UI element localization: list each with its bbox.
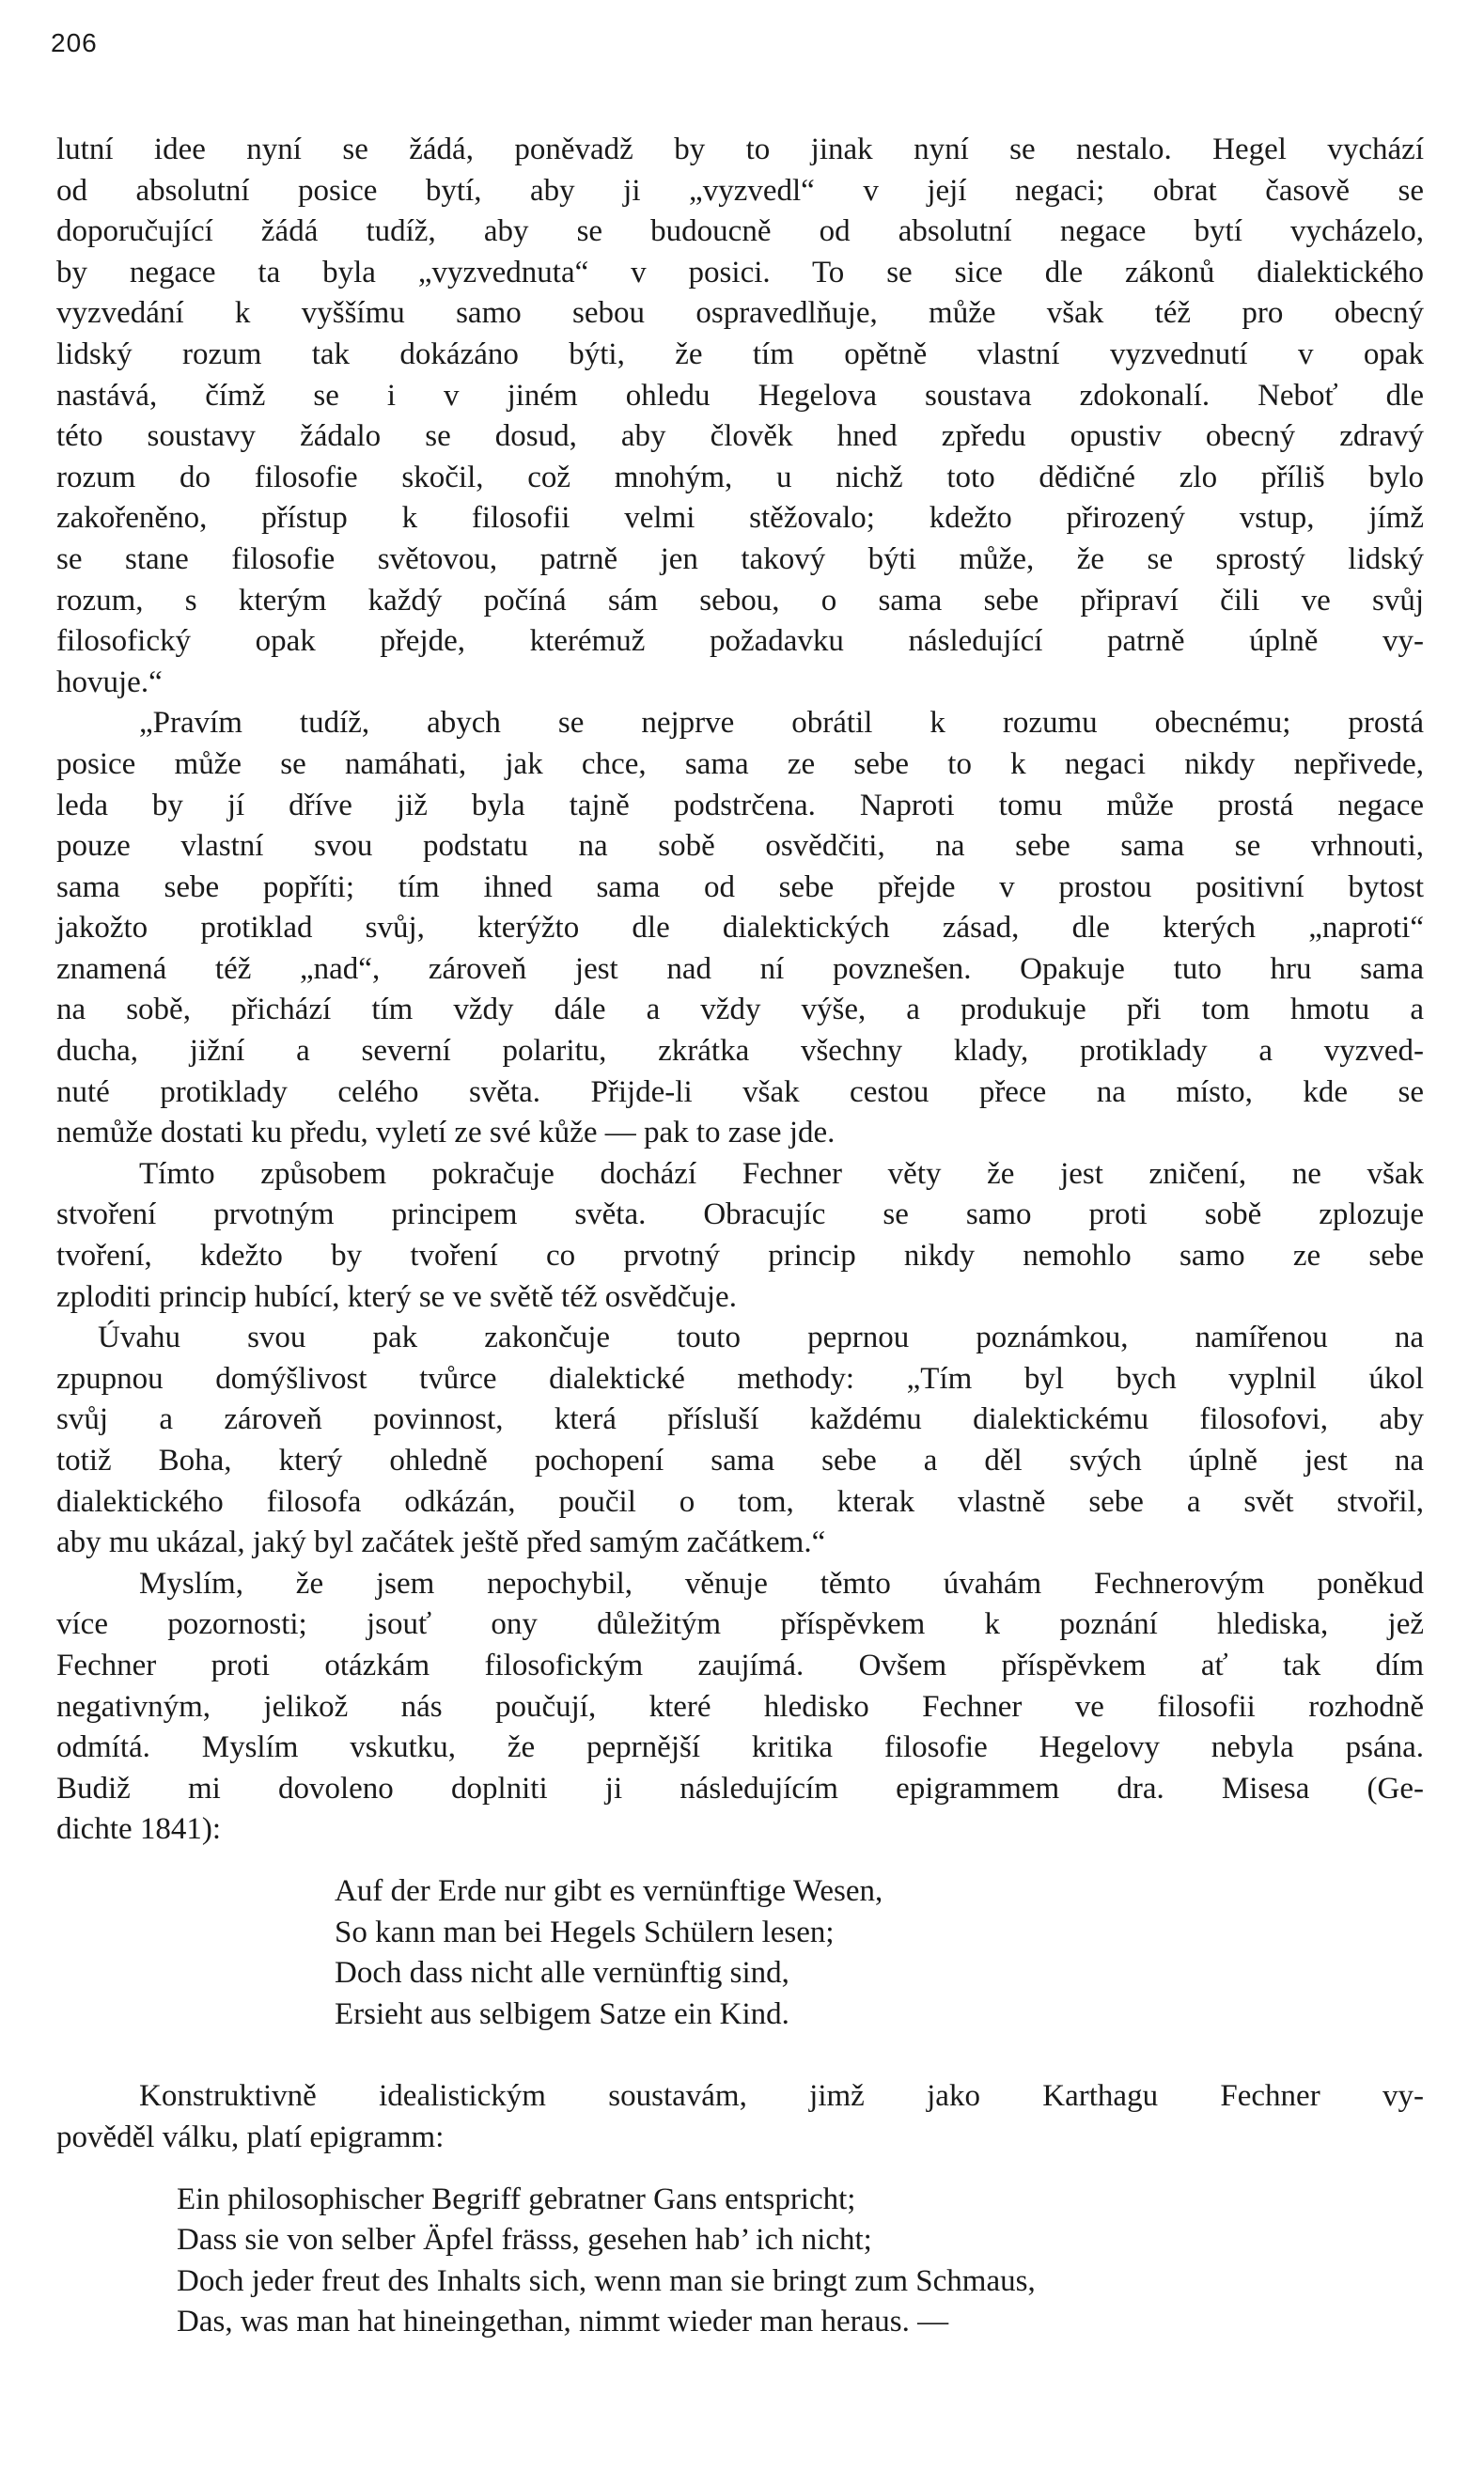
poem-line: Doch dass nicht alle vernünftig sind, [335,1956,789,1991]
poem-line: Dass sie von selber Äpfel frässs, gesehen hab’ ich nicht; [177,2223,872,2258]
paragraph-4 [56,1318,1424,1564]
epigram-gans [56,2180,1424,2343]
poem-line: Ein philosophischer Begriff gebratner Gans entspricht; [177,2182,856,2216]
text-line: lidský rozum tak dokázáno býti, že tím opětně vlastní vyzvednutí v opak [56,336,1424,371]
text-line: leda by jí dříve již byla tajně podstrčena. Naproti tomu může prostá negace [56,788,1424,822]
page-number: 206 [51,28,98,57]
text-line: dichte 1841): [56,1812,222,1847]
text-line: posice může se namáhati, jak chce, sama ze sebe to k negaci nikdy nepřivede, [56,746,1424,781]
text-line: hovuje.“ [56,665,163,699]
text-line: znamená též „nad“, zároveň jest nad ní povznešen. Opakuje tuto hru sama [56,951,1424,986]
paragraph-1 [56,130,1424,703]
poem-line: Das, was man hat hineingethan, nimmt wieder man heraus. — [177,2305,949,2339]
poem-line: Doch jeder freut des Inhalts sich, wenn man sie bringt zum Schmaus, [177,2263,1036,2298]
text-line: sama sebe popříti; tím ihned sama od sebe přejde v prostou positivní bytost [56,869,1424,904]
text-line: nemůže dostati ku předu, vyletí ze své kůže — pak to zase jde. [56,1116,836,1150]
text-line: „Pravím tudíž, abych se nejprve obrátil k rozumu obecnému; prostá [139,706,1424,741]
poem-line: Auf der Erde nur gibt es vernünftige Wesen, [335,1873,883,1908]
text-line: zakořeněno, přístup k filosofii velmi stěžovalo; kdežto přirozený vstup, jímž [56,501,1424,536]
paragraph-3 [56,1154,1424,1318]
text-line: tvoření, kdežto by tvoření co prvotný princip nikdy nemohlo samo ze sebe [56,1239,1424,1274]
text-line: Fechner proti otázkám filosofickým zaujímá. Ovšem příspěvkem ať tak dím [56,1648,1424,1682]
text-line: Úvahu svou pak zakončuje touto peprnou poznámkou, namířenou na [98,1321,1424,1355]
text-line: Budiž mi dovoleno doplniti ji následujícím epigrammem dra. Misesa (Ge- [56,1771,1424,1806]
paragraph-2 [56,703,1424,1154]
page-body [56,130,1424,2343]
text-line: zpupnou domýšlivost tvůrce dialektické methody: „Tím byl bych vyplnil úkol [56,1361,1424,1396]
text-line: rozum, s kterým každý počíná sám sebou, o sama sebe připraví čili ve svůj [56,583,1424,618]
text-line: pověděl válku, platí epigramm: [56,2119,445,2154]
text-line: této soustavy žádalo se dosud, aby člověk hned zpředu opustiv obecný zdravý [56,419,1424,454]
text-line: Konstruktivně idealistickým soustavám, jimž jako Karthagu Fechner vy- [139,2079,1424,2114]
text-line: pouze vlastní svou podstatu na sobě osvědčiti, na sebe sama se vrhnouti, [56,829,1424,864]
text-line: lutní idee nyní se žádá, poněvadž by to jinak nyní se nestalo. Hegel vychází [56,133,1424,166]
text-line: zploditi princip hubící, který se ve světě též osvědčuje. [56,1279,737,1314]
text-line: rozum do filosofie skočil, což mnohým, u nichž toto dědičné zlo příliš bylo [56,460,1424,494]
text-line: se stane filosofie světovou, patrně jen takový býti může, že se sprostý lidský [56,541,1424,576]
text-line: aby mu ukázal, jaký byl začátek ještě před samým začátkem.“ [56,1525,826,1560]
text-line: vyzvedání k vyššímu samo sebou ospravedlňuje, může však též pro obecný [56,296,1424,331]
text-line: více pozornosti; jsouť ony důležitým příspěvkem k poznání hlediska, jež [56,1607,1424,1642]
text-line: svůj a zároveň povinnost, která přísluší každému dialektickému filosofovi, aby [56,1402,1424,1437]
text-line: stvoření prvotným principem světa. Obracujíc se samo proti sobě zplozuje [56,1197,1424,1232]
text-line: totiž Boha, který ohledně pochopení sama sebe a děl svých úplně jest na [56,1444,1424,1478]
text-line: by negace ta byla „vyzvednuta“ v posici. To se sice dle zákonů dialektického [56,255,1424,289]
poem-line: So kann man bei Hegels Schülern lesen; [335,1915,835,1949]
text-line: nastává, čímž se i v jiném ohledu Hegelova soustava zdokonalí. Neboť dle [56,378,1424,413]
paragraph-5 [56,1564,1424,1851]
text-line: doporučující žádá tudíž, aby se budoucně od absolutní negace bytí vycházelo, [56,214,1424,249]
text-line: filosofický opak přejde, kterémuž požadavku následující patrně úplně vy- [56,624,1424,659]
poem-line: Ersieht aus selbigem Satze ein Kind. [335,1996,789,2031]
text-line: odmítá. Myslím vskutku, že peprnější kritika filosofie Hegelovy nebyla psána. [56,1730,1424,1765]
epigram-mises [56,1871,1424,2035]
text-line: na sobě, přichází tím vždy dále a vždy výše, a produkuje při tom hmotu a [56,993,1424,1027]
text-line: jakožto protiklad svůj, kterýžto dle dialektických zásad, dle kterých „naproti“ [56,911,1424,946]
text-line: Tímto způsobem pokračuje dochází Fechner věty že jest zničení, ne však [139,1156,1424,1191]
text-line: dialektického filosofa odkázán, poučil o tom, kterak vlastně sebe a svět stvořil, [56,1484,1424,1519]
text-line: od absolutní posice bytí, aby ji „vyzvedl“ v její negaci; obrat časově se [56,173,1424,208]
text-line: nuté protiklady celého světa. Přijde-li však cestou přece na místo, kde se [56,1074,1424,1109]
text-line: negativným, jelikož nás poučují, které hledisko Fechner ve filosofii rozhodně [56,1689,1424,1724]
text-line: ducha, jižní a severní polaritu, zkrátka všechny klady, protiklady a vyzved- [56,1034,1424,1069]
text-line: Myslím, že jsem nepochybil, věnuje těmto úvahám Fechnerovým poněkud [139,1566,1424,1601]
paragraph-6 [56,2076,1424,2158]
